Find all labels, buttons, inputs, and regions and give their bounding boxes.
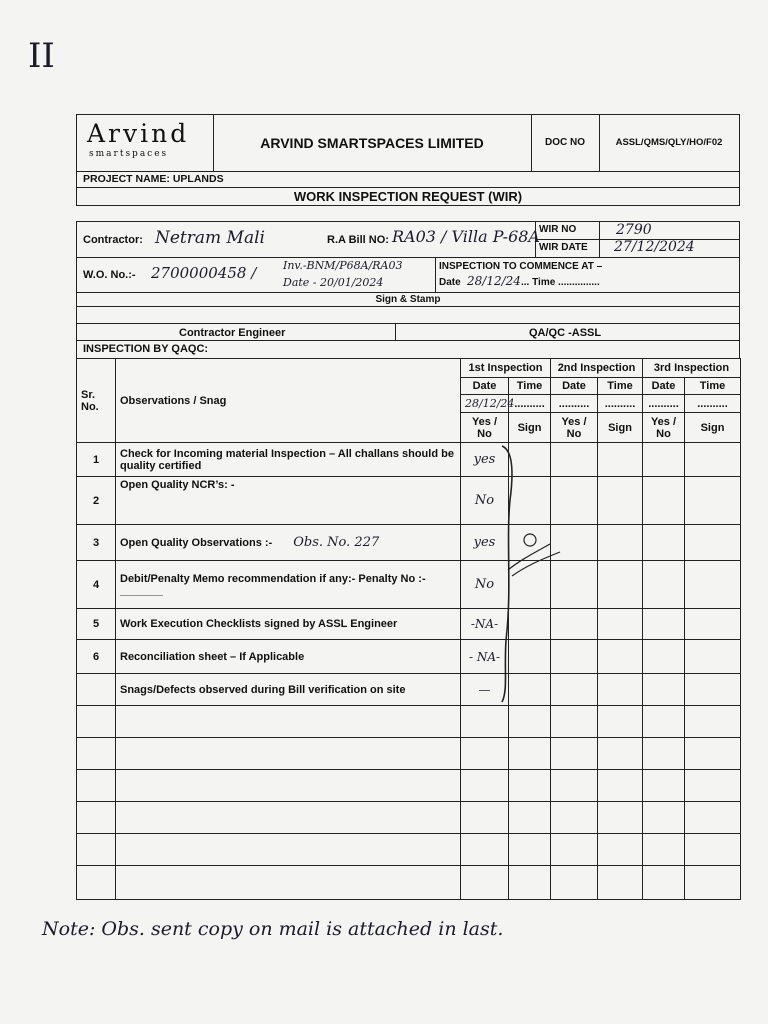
row-observation: Open Quality NCR’s: - <box>116 477 461 525</box>
first-inspection-header: 1st Inspection <box>461 359 551 378</box>
invoice-date: Date - 20/01/2024 <box>283 276 384 289</box>
sign-header: Sign <box>598 413 643 443</box>
date-dots: .......... <box>643 395 685 413</box>
row-number: 5 <box>77 609 116 640</box>
sign-stamp: Sign & Stamp <box>76 292 740 307</box>
yes-no-header: Yes / No <box>551 413 598 443</box>
table-row <box>77 609 741 640</box>
first-inspection-date: 28/12/24 <box>461 395 509 413</box>
doc-no-label: DOC NO <box>531 115 600 171</box>
row-number: 2 <box>77 477 116 525</box>
logo-subtext: smartspaces <box>89 149 169 159</box>
sr-no-header: Sr. No. <box>77 359 116 443</box>
row-observation: Debit/Penalty Memo recommendation if any:- Penalty No :- _______ <box>116 561 461 609</box>
row-observation <box>116 525 461 561</box>
row-observation: Work Execution Checklists signed by ASSL Engineer <box>116 609 461 640</box>
signature-scribble <box>440 440 580 710</box>
table-row <box>77 802 741 834</box>
project-name: PROJECT NAME: UPLANDS <box>76 171 740 188</box>
row-answer: No <box>461 477 509 525</box>
invoice-ref: Inv.-BNM/P68A/RA03 <box>283 259 403 272</box>
wir-date-label: WIR DATE <box>536 240 600 257</box>
table-row <box>77 706 741 738</box>
table-row <box>77 738 741 770</box>
wir-no-value: 2790 <box>616 222 652 238</box>
logo-wordmark: Arvind <box>87 119 190 148</box>
row-answer: yes <box>461 525 509 561</box>
time-header: Time <box>598 378 643 395</box>
row-answer: - NA- <box>461 640 509 674</box>
row-number <box>77 674 116 706</box>
table-row <box>77 443 741 477</box>
time-header: Time <box>509 378 551 395</box>
date-header: Date <box>461 378 509 395</box>
third-inspection-header: 3rd Inspection <box>643 359 741 378</box>
doc-no-value: ASSL/QMS/QLY/HO/F02 <box>615 137 723 148</box>
table-row <box>77 770 741 802</box>
second-inspection-header: 2nd Inspection <box>551 359 643 378</box>
row-observation: Check for Incoming material Inspection – All challans should be quality certified <box>116 443 461 477</box>
header-box <box>76 114 740 172</box>
yes-no-header: Yes / No <box>461 413 509 443</box>
wo-label: W.O. No.:- <box>83 269 136 281</box>
qa-qc: QA/QC -ASSL <box>529 327 602 339</box>
form-title: WORK INSPECTION REQUEST (WIR) <box>76 187 740 206</box>
date-header: Date <box>643 378 685 395</box>
engineer-row <box>76 323 740 341</box>
observation-number: Obs. No. 227 <box>293 535 380 550</box>
table-row <box>77 866 741 900</box>
commence-time: ... Time ............... <box>521 277 600 288</box>
inspection-table <box>76 358 741 900</box>
row-number: 6 <box>77 640 116 674</box>
inspection-by: INSPECTION BY QAQC: <box>76 340 740 359</box>
table-row <box>77 477 741 525</box>
commence-label: INSPECTION TO COMMENCE AT – <box>439 261 603 272</box>
sign-header: Sign <box>685 413 741 443</box>
table-row <box>77 561 741 609</box>
date-dots: .......... <box>551 395 598 413</box>
table-row <box>77 525 741 561</box>
contractor-row <box>76 221 740 258</box>
row-number: 1 <box>77 443 116 477</box>
contractor-value: Netram Mali <box>155 228 265 248</box>
company-name: ARVIND SMARTSPACES LIMITED <box>213 115 532 171</box>
footer-note: Note: Obs. sent copy on mail is attached in last. <box>42 918 504 940</box>
date-header: Date <box>551 378 598 395</box>
row-observation-text: Open Quality Observations :- <box>120 537 273 549</box>
row-answer: yes <box>461 443 509 477</box>
sign-space <box>76 306 740 324</box>
table-row <box>77 640 741 674</box>
commence-date-value: 28/12/24 <box>467 274 521 288</box>
corner-mark: II <box>28 36 55 76</box>
yes-no-header: Yes / No <box>643 413 685 443</box>
wo-value: 2700000458 / <box>151 264 257 282</box>
date-dots: .......... <box>509 395 551 413</box>
contractor-label: Contractor: <box>83 234 143 246</box>
ra-bill-label: R.A Bill NO: <box>327 234 389 246</box>
row-answer: No <box>461 561 509 609</box>
commence-date-prefix: Date <box>439 277 461 288</box>
ra-bill-value: RA03 / Villa P-68A <box>392 227 540 246</box>
row-number: 3 <box>77 525 116 561</box>
wir-date-value: 27/12/2024 <box>614 239 695 255</box>
table-row <box>77 834 741 866</box>
date-dots: .......... <box>598 395 643 413</box>
wir-box <box>535 222 740 257</box>
wo-row <box>76 257 740 293</box>
row-answer: -NA- <box>461 609 509 640</box>
row-observation: Reconciliation sheet – If Applicable <box>116 640 461 674</box>
contractor-engineer: Contractor Engineer <box>179 327 286 339</box>
date-dots: .......... <box>685 395 741 413</box>
row-number: 4 <box>77 561 116 609</box>
row-observation: Snags/Defects observed during Bill verification on site <box>116 674 461 706</box>
sign-header: Sign <box>509 413 551 443</box>
table-row <box>77 674 741 706</box>
row-answer: — <box>461 674 509 706</box>
logo <box>77 115 214 171</box>
observations-header: Observations / Snag <box>116 359 461 443</box>
wir-no-label: WIR NO <box>536 222 600 240</box>
time-header: Time <box>685 378 741 395</box>
